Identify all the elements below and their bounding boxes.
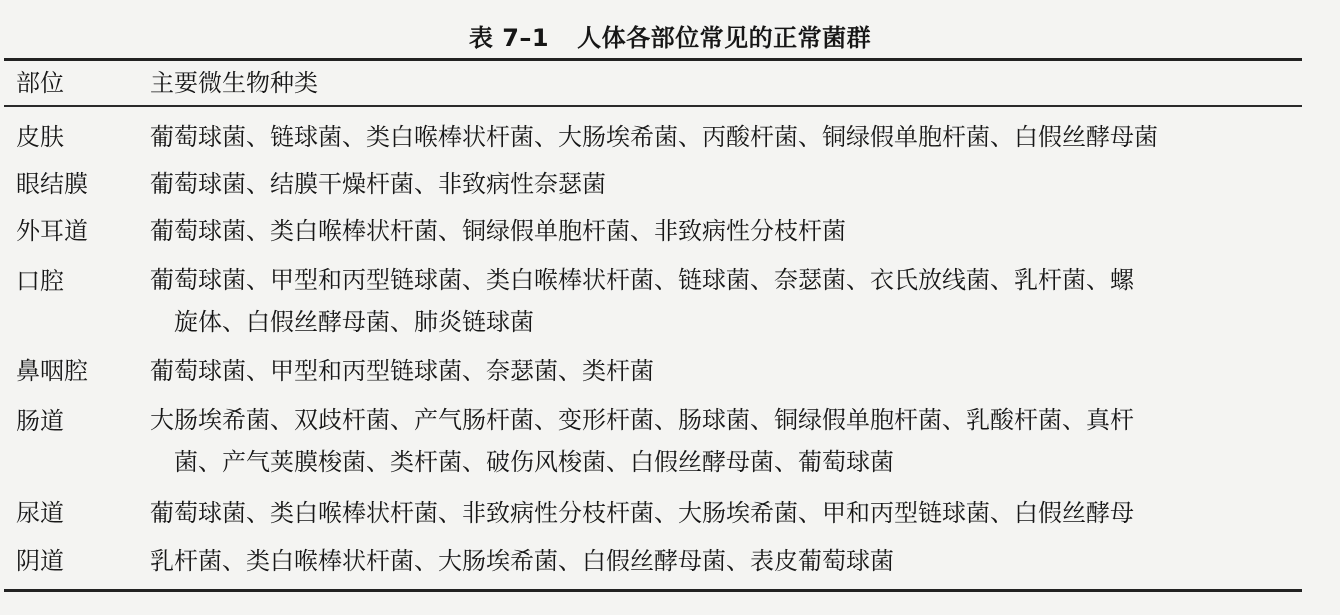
- table-row: [4, 399, 1302, 483]
- table-cell-line: 大肠埃希菌、双歧杆菌、产气肠杆菌、变形杆菌、肠球菌、铜绿假单胞杆菌、乳酸杆菌、真杆: [150, 406, 1134, 434]
- normal-flora-table: [4, 58, 1302, 592]
- table-bottom-rule: [4, 589, 1302, 592]
- table-cell-line-continued: 旋体、白假丝酵母菌、肺炎链球菌: [174, 308, 534, 336]
- table-cell-site: 外耳道: [16, 217, 88, 245]
- table-cell-microbes: [150, 349, 1302, 393]
- table-cell-line: 葡萄球菌、链球菌、类白喉棒状杆菌、大肠埃希菌、丙酸杆菌、铜绿假单胞杆菌、白假丝酵母菌: [150, 123, 1158, 151]
- table-cell-line: 乳杆菌、类白喉棒状杆菌、大肠埃希菌、白假丝酵母菌、表皮葡萄球菌: [150, 547, 894, 575]
- table-cell-site: 尿道: [16, 499, 64, 527]
- table-row: [4, 539, 1302, 583]
- table-row: [4, 115, 1302, 159]
- table-header-row: [4, 61, 1302, 105]
- table-row: [4, 349, 1302, 393]
- table-cell-microbes: [150, 209, 1302, 253]
- table-cell-microbes: [150, 399, 1302, 483]
- table-cell-site: 眼结膜: [16, 170, 88, 198]
- table-caption-title: 人体各部位常见的正常菌群: [577, 24, 872, 52]
- table-header-microbes: 主要微生物种类: [150, 69, 318, 97]
- table-caption: [0, 23, 1340, 53]
- table-cell-line: 葡萄球菌、结膜干燥杆菌、非致病性奈瑟菌: [150, 170, 606, 198]
- table-cell-microbes: [150, 491, 1302, 535]
- table-row: [4, 491, 1302, 535]
- table-cell-line: 葡萄球菌、甲型和丙型链球菌、奈瑟菌、类杆菌: [150, 357, 654, 385]
- table-cell-site: 口腔: [16, 267, 64, 295]
- table-cell-line: 葡萄球菌、类白喉棒状杆菌、铜绿假单胞杆菌、非致病性分枝杆菌: [150, 217, 846, 245]
- table-header-site: 部位: [16, 69, 64, 97]
- table-header-rule: [4, 105, 1302, 107]
- table-cell-site: 皮肤: [16, 123, 64, 151]
- table-cell-line: 葡萄球菌、甲型和丙型链球菌、类白喉棒状杆菌、链球菌、奈瑟菌、衣氏放线菌、乳杆菌、螺: [150, 266, 1134, 294]
- table-caption-number: 表 7–1: [468, 24, 550, 52]
- table-cell-site: 鼻咽腔: [16, 357, 88, 385]
- table-cell-microbes: [150, 162, 1302, 206]
- table-row: [4, 162, 1302, 206]
- table-cell-line-continued: 菌、产气荚膜梭菌、类杆菌、破伤风梭菌、白假丝酵母菌、葡萄球菌: [174, 448, 894, 476]
- table-cell-line: 葡萄球菌、类白喉棒状杆菌、非致病性分枝杆菌、大肠埃希菌、甲和丙型链球菌、白假丝酵母: [150, 499, 1134, 527]
- table-row: [4, 259, 1302, 343]
- table-cell-site: 阴道: [16, 547, 64, 575]
- table-cell-site: 肠道: [16, 407, 64, 435]
- table-cell-microbes: [150, 259, 1302, 343]
- table-cell-microbes: [150, 539, 1302, 583]
- table-cell-microbes: [150, 115, 1302, 159]
- previous-text-fragment: [0, 0, 820, 8]
- table-row: [4, 209, 1302, 253]
